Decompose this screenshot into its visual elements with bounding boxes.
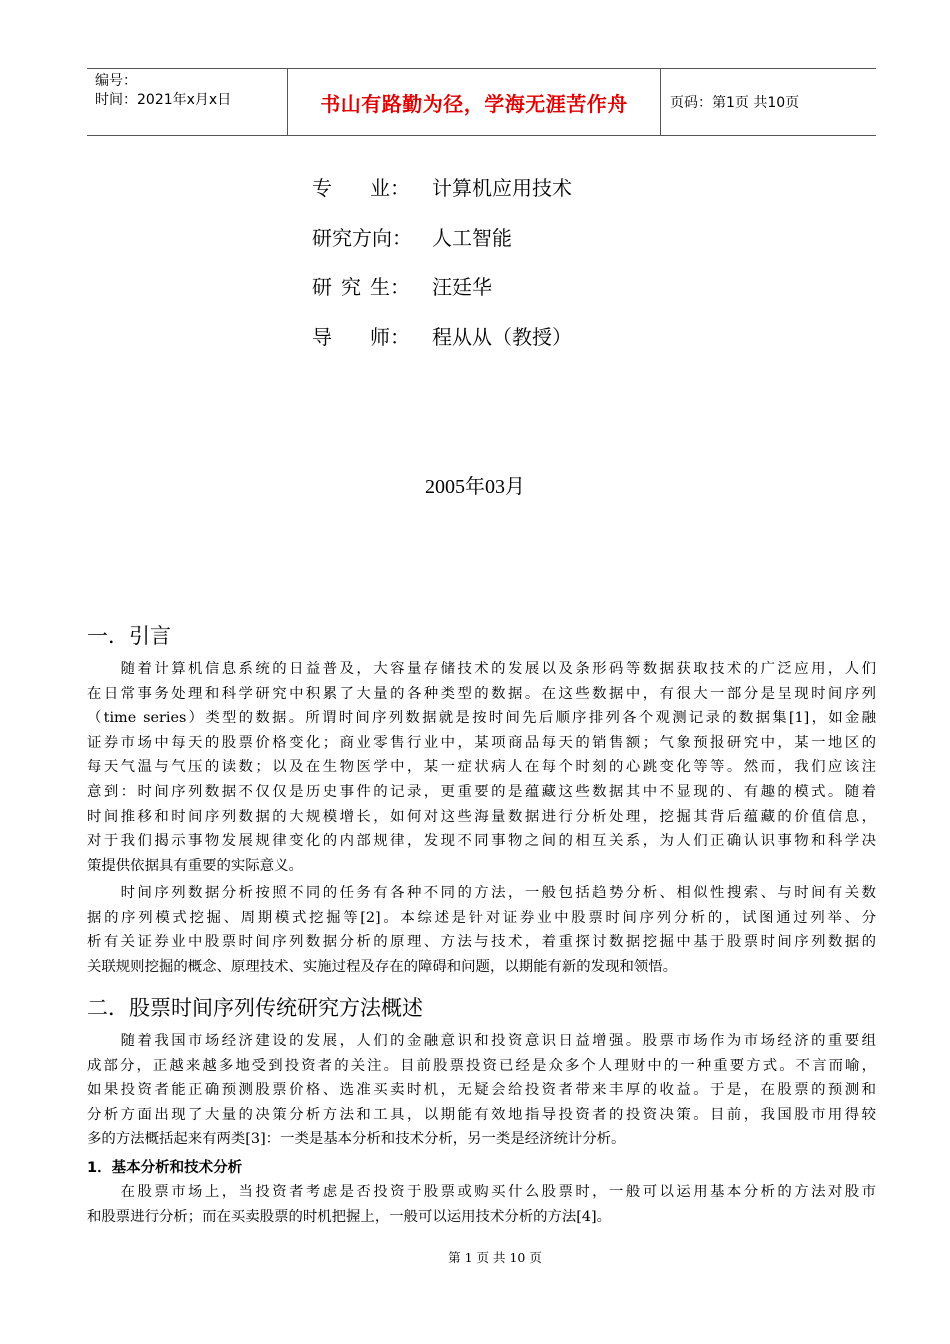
paragraph-line: 每天气温与气压的读数；以及在生物医学中，某一症状病人在每个时刻的心跳变化等等。然而，我们应该注 [87, 759, 876, 776]
document-header [87, 68, 876, 136]
header-motto-cell [287, 69, 661, 135]
info-label-student: 研 究 生： [312, 275, 410, 299]
info-row-major [312, 172, 572, 201]
paragraph-line: 对于我们揭示事物发展规律变化的内部规律，发现不同事物之间的相互关系，为人们正确认识事物和科学决 [87, 833, 876, 850]
info-value-student: 汪廷华 [432, 275, 492, 299]
motto-text: 书山有路勤为径，学海无涯苦作舟 [320, 91, 628, 116]
header-page-cell [661, 69, 876, 135]
page-label: 页码：第1页 共10页 [670, 95, 800, 111]
info-label-major: 专 业： [312, 176, 410, 200]
section-2-paragraph-1 [87, 1029, 876, 1152]
paragraph-line: 析有关证券业中股票时间序列数据分析的原理、方法与技术，着重探讨数据挖掘中基于股票时间序列数据的 [87, 934, 876, 951]
paragraph-line: 时间推移和时间序列数据的大规模增长，如何对这些海量数据进行分析处理，挖掘其背后蕴藏的价值信息， [87, 808, 876, 825]
page-footer: 第 1 页 共 10 页 [448, 1250, 542, 1265]
section-2-title: 二．股票时间序列传统研究方法概述 [87, 996, 423, 1020]
paragraph-line: 成部分，正越来越多地受到投资者的关注。目前股票投资已经是众多个人理财中的一种重要方式。不言而喻， [87, 1057, 876, 1074]
info-value-major: 计算机应用技术 [432, 176, 572, 200]
paragraph-line: 分析方面出现了大量的决策分析方法和工具，以期能有效地指导投资者的投资决策。目前，我国股市用得较 [87, 1106, 876, 1123]
number-label: 编号： [95, 73, 137, 89]
paragraph-line: 如果投资者能正确预测股票价格、选准买卖时机，无疑会给投资者带来丰厚的收益。于是，在股票的预测和 [87, 1082, 876, 1099]
info-value-direction: 人工智能 [432, 226, 512, 250]
section-1-title: 一．引言 [87, 624, 171, 648]
time-label: 时间：2021年x月x日 [95, 92, 232, 108]
section-2-subsection-1-title: 1．基本分析和技术分析 [87, 1160, 243, 1176]
paragraph-line: 随着我国市场经济建设的发展，人们的金融意识和投资意识日益增强。股票市场作为市场经济的重要组 [87, 1033, 876, 1049]
paragraph-line: 策提供依据具有重要的实际意义。 [87, 857, 303, 874]
paragraph-line: 据的序列模式挖掘、周期模式挖掘等[2]。本综述是针对证券业中股票时间序列分析的，试图通过列举、分 [87, 909, 876, 926]
paragraph-line: 随着计算机信息系统的日益普及，大容量存储技术的发展以及条形码等数据获取技术的广泛应用，人们 [87, 661, 876, 677]
header-meta-cell [87, 69, 287, 135]
paragraph-line: 和股票进行分析；而在买卖股票的时机把握上，一般可以运用技术分析的方法[4]。 [87, 1208, 612, 1225]
paragraph-line: 关联规则挖掘的概念、原理技术、实施过程及存在的障碍和问题，以期能有新的发现和领悟。 [87, 958, 678, 975]
paragraph-line: 在股票市场上，当投资者考虑是否投资于股票或购买什么股票时，一般可以运用基本分析的方法对股市 [87, 1184, 876, 1200]
info-row-advisor [312, 321, 572, 350]
info-label-advisor: 导 师： [312, 325, 410, 349]
paragraph-line: （time series）类型的数据。所谓时间序列数据就是按时间先后顺序排列各个观测记录的数据集[1]，如金融 [87, 710, 876, 727]
info-value-advisor: 程从从（教授） [432, 325, 572, 349]
info-row-student [312, 271, 492, 300]
info-row-direction [312, 222, 512, 251]
paragraph-line: 时间序列数据分析按照不同的任务有各种不同的方法，一般包括趋势分析、相似性搜索、与时间有关数 [87, 885, 876, 901]
paragraph-line: 多的方法概括起来有两类[3]：一类是基本分析和技术分析，另一类是经济统计分析。 [87, 1131, 626, 1148]
section-1-paragraph-1 [87, 657, 876, 878]
paragraph-line: 在日常事务处理和科学研究中积累了大量的各种类型的数据。在这些数据中，有很大一部分是呈现时间序列 [87, 685, 876, 702]
info-label-direction: 研究方向： [312, 226, 412, 250]
section-1-paragraph-2 [87, 881, 876, 979]
section-2-subsection-1-paragraph [87, 1180, 876, 1229]
paragraph-line: 证券市场中每天的股票价格变化；商业零售行业中，某项商品每天的销售额；气象预报研究中，某一地区的 [87, 734, 876, 751]
paragraph-line: 意到：时间序列数据不仅仅是历史事件的记录，更重要的是蕴藏这些数据其中不显现的、有趣的模式。随着 [87, 783, 876, 800]
document-date: 2005年03月 [425, 476, 525, 498]
